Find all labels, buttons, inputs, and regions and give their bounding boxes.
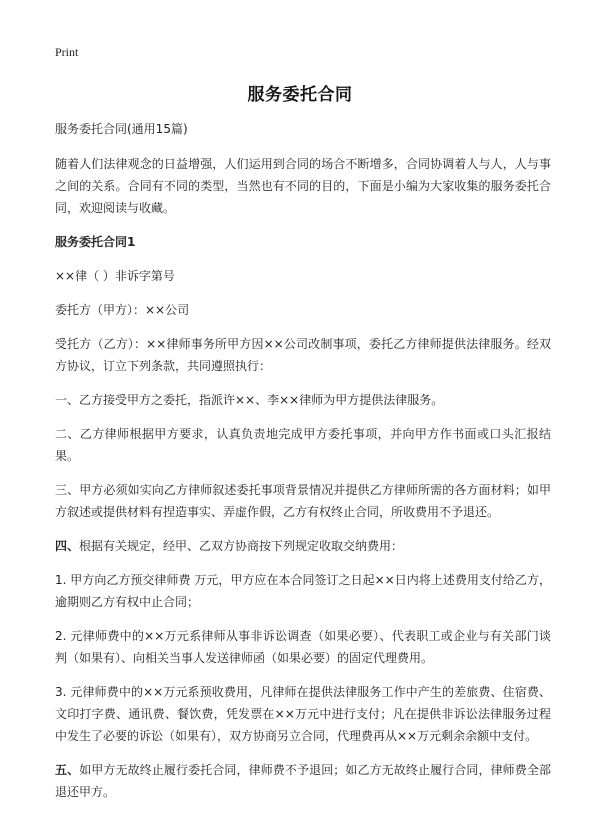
agent-paragraph: 受托方（乙方）：××律师事务所甲方因××公司改制事项，委托乙方律师提供法律服务。经双方协议，订立下列条款，共同遵照执行： — [55, 337, 551, 373]
clause-4 — [55, 535, 551, 557]
document-body — [55, 118, 551, 815]
clause-4-number: 四、 — [55, 539, 80, 553]
clause-5 — [55, 759, 551, 803]
section-heading: 服务委托合同1 — [55, 235, 136, 249]
document-number: ××律（ ）非诉字第号 — [55, 269, 175, 283]
print-link[interactable]: Print — [55, 45, 79, 59]
client-line: 委托方（甲方）：××公司 — [55, 303, 190, 317]
page-title: 服务委托合同 — [247, 85, 353, 105]
document-subtitle: 服务委托合同(通用15篇) — [55, 122, 188, 136]
clause-1: 一、乙方接受甲方之委托，指派许××、李××律师为甲方提供法律服务。 — [55, 393, 444, 407]
fee-item-3: 3. 元律师费中的××万元系预收费用，凡律师在提供法律服务工作中产生的差旅费、住宿费、文印打字费、通讯费、餐饮费，凭发票在××万元中进行支付；凡在提供非诉讼法律服务过程中发生了必要的诉讼（如果有），双方协商另立合同，代理费再从××万元剩余余额中支付。 — [55, 685, 551, 743]
fee-item-2: 2. 元律师费中的××万元系律师从事非诉讼调查（如果必要）、代表职工或企业与有关部门谈判（如果有）、向相关当事人发送律师函（如果必要）的固定代理费用。 — [55, 629, 551, 665]
fee-item-1: 1. 甲方向乙方预交律师费 万元，甲方应在本合同签订之日起××日内将上述费用支付给乙方，逾期则乙方有权中止合同； — [55, 573, 551, 609]
intro-paragraph: 随着人们法律观念的日益增强，人们运用到合同的场合不断增多，合同协调着人与人，人与事之间的关系。合同有不同的类型，当然也有不同的目的，下面是小编为大家收集的服务委托合同，欢迎阅读与收藏。 — [55, 157, 551, 215]
clause-3: 三、甲方必须如实向乙方律师叙述委托事项背景情况并提供乙方律师所需的各方面材料；如甲方叙述或提供材料有捏造事实、弄虚作假，乙方有权终止合同，所收费用不予退还。 — [55, 483, 551, 519]
clause-2: 二、乙方律师根据甲方要求，认真负责地完成甲方委托事项，并向甲方作书面或口头汇报结果。 — [55, 427, 551, 463]
clause-5-number: 五、 — [55, 763, 80, 777]
clause-4-text: 根据有关规定，经甲、乙双方协商按下列规定收取交纳费用： — [79, 539, 404, 553]
clause-5-text: 如甲方无故终止履行委托合同，律师费不予退回；如乙方无故终止履行合同，律师费全部退还甲方。 — [55, 763, 551, 799]
